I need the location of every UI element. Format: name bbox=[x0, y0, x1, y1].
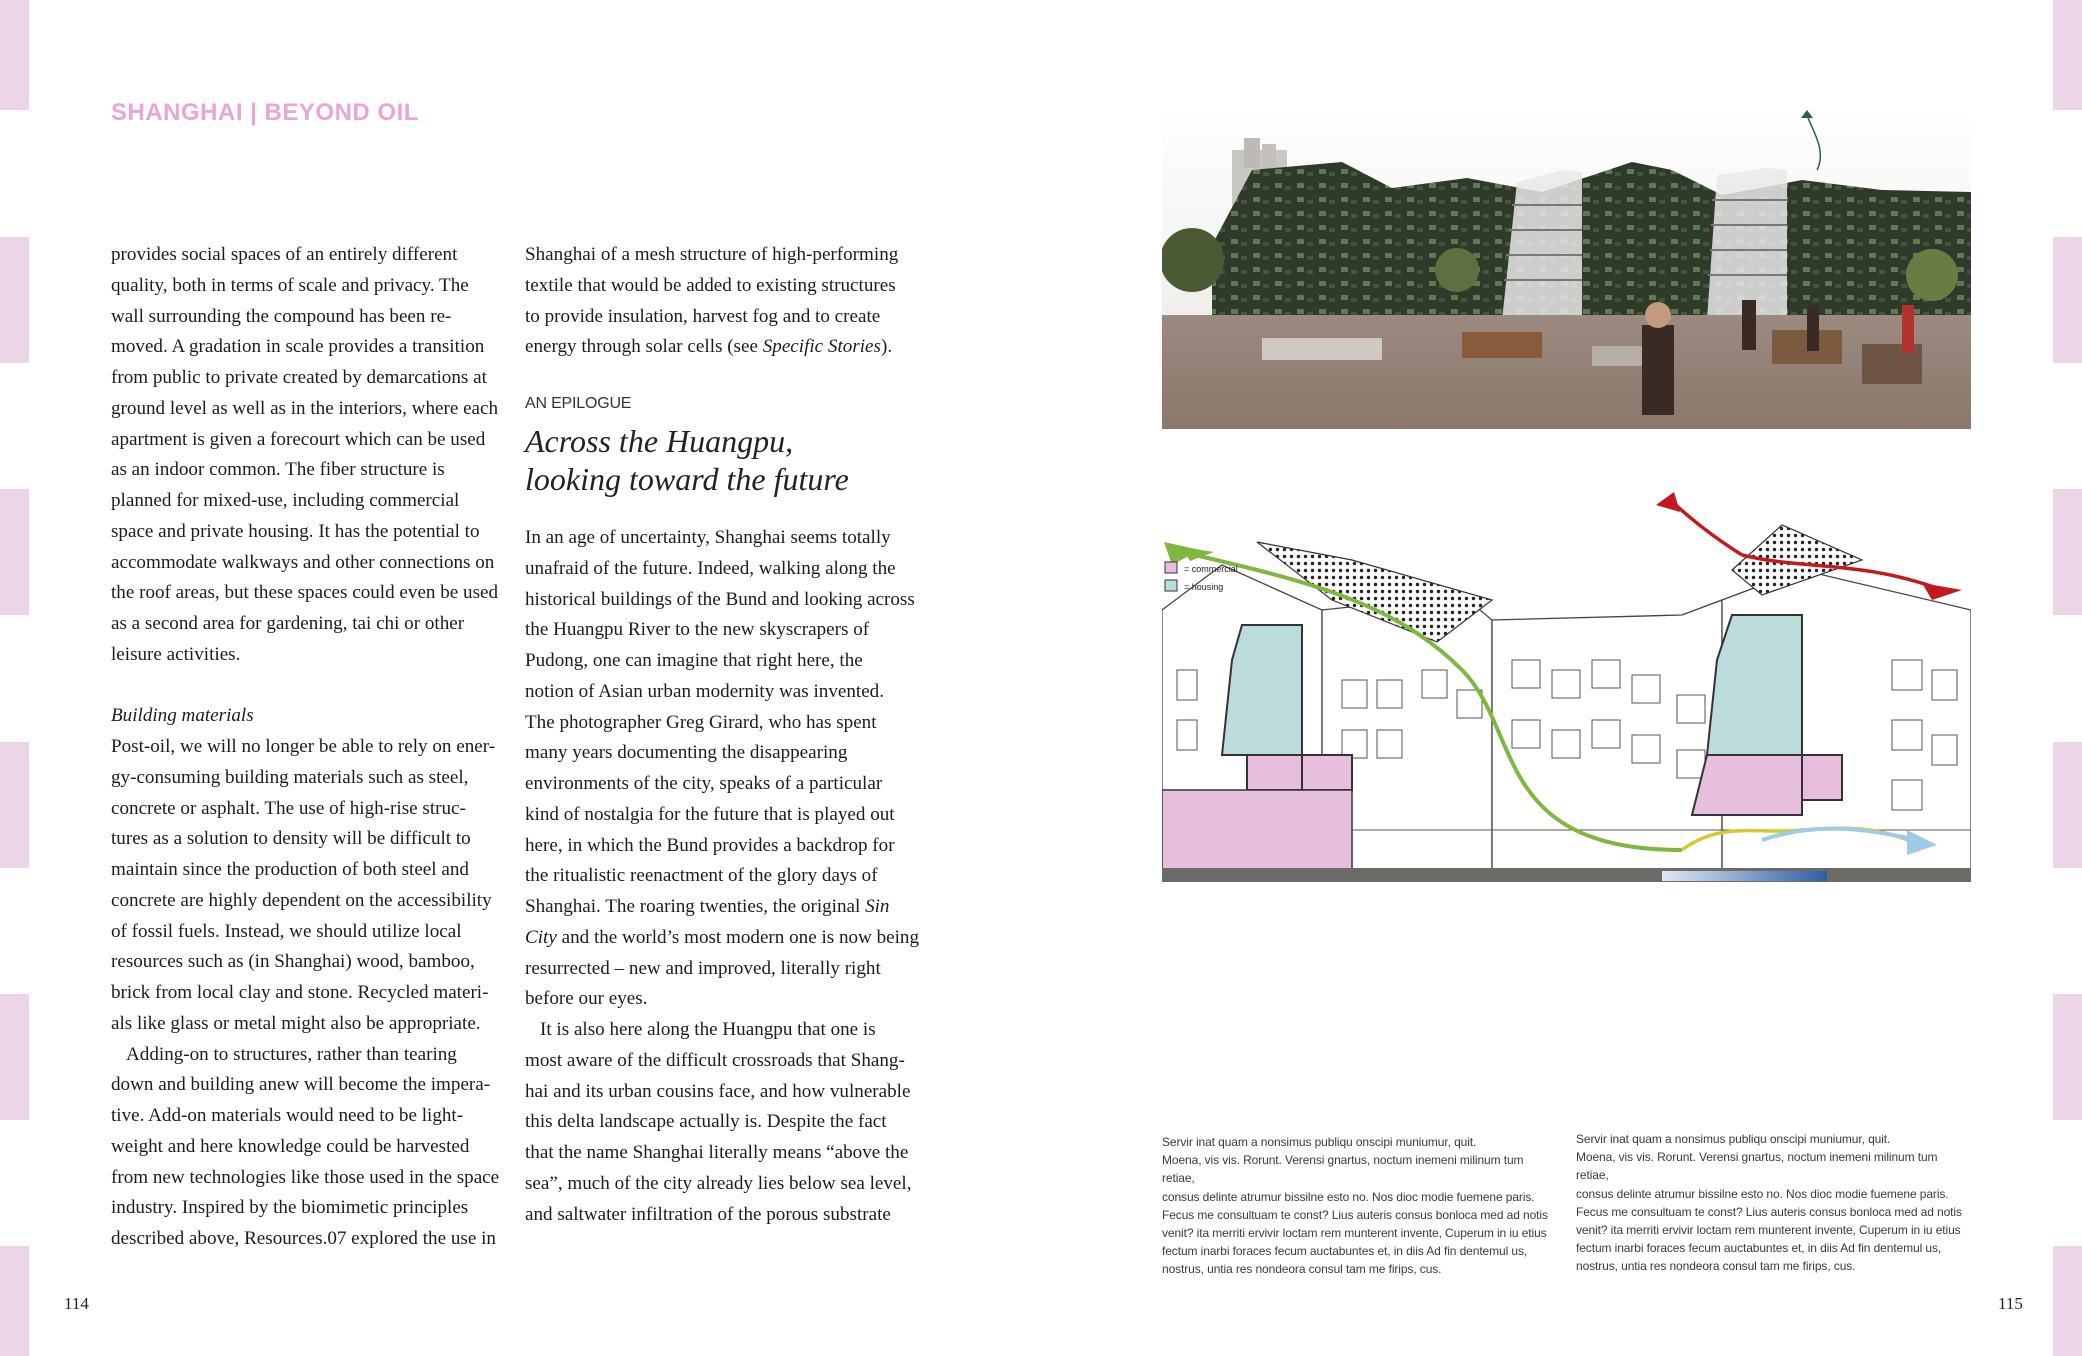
text-line: textile that would be added to existing structures bbox=[525, 274, 896, 296]
text-line: maintain since the production of both steel and bbox=[111, 859, 469, 880]
caption-line: Servir inat quam a nonsimus publiqu onscipi muniumur, quit. bbox=[1162, 1135, 1477, 1149]
legend-commercial: = commercial bbox=[1184, 564, 1238, 574]
caption-right bbox=[1576, 1130, 1972, 1276]
text-line: the roof areas, but these spaces could even be used bbox=[111, 582, 499, 604]
text-line: notion of Asian urban modernity was invented. bbox=[525, 680, 885, 702]
title-line: Across the Huangpu, bbox=[525, 423, 794, 459]
caption-line: venit? ita merriti ervivir loctam rem munterent invente, Cuperum in iu etius bbox=[1576, 1223, 1961, 1238]
text-run: Shanghai. The roaring twenties, the original bbox=[525, 896, 866, 917]
paragraph-1 bbox=[111, 240, 509, 671]
text-line: as an indoor common. The fiber structure is bbox=[111, 459, 445, 481]
text-line: many years documenting the disappearing bbox=[525, 742, 848, 764]
text-line: provides social spaces of an entirely different bbox=[111, 244, 458, 265]
text-line: concrete or asphalt. The use of high-rise struc- bbox=[111, 797, 466, 819]
edge-tab bbox=[0, 489, 29, 615]
text-line: and saltwater infiltration of the porous substrate bbox=[525, 1203, 891, 1225]
edge-tab bbox=[0, 742, 29, 868]
page-number-left: 114 bbox=[64, 1294, 89, 1313]
text-line: kind of nostalgia for the future that is played out bbox=[525, 803, 895, 825]
text-line: the ritualistic reenactment of the glory days of bbox=[525, 865, 878, 887]
edge-tab bbox=[2053, 994, 2082, 1120]
text-line: as a second area for gardening, tai chi or other bbox=[111, 613, 465, 634]
edge-tab bbox=[0, 0, 29, 110]
text-line: quality, both in terms of scale and privacy. The bbox=[111, 274, 469, 296]
text-line: Pudong, one can imagine that right here, the bbox=[525, 650, 863, 671]
text-line: Adding-on to structures, rather than tearing bbox=[126, 1043, 457, 1065]
text-line: accommodate walkways and other connections on bbox=[111, 551, 495, 573]
paragraph-3 bbox=[111, 1040, 509, 1255]
edge-tab bbox=[0, 237, 29, 363]
italic-run: City bbox=[525, 926, 557, 948]
text-line: most aware of the difficult crossroads that Shang- bbox=[525, 1049, 905, 1071]
caption-line: consus delinte atrumur bissilne esto no. Nos dioc modie fuemene paris. bbox=[1162, 1189, 1535, 1204]
edge-tab bbox=[2053, 1246, 2082, 1356]
text-line: gy-consuming building materials such as steel, bbox=[111, 766, 469, 788]
text-line: here, in which the Bund provides a backdrop for bbox=[525, 834, 895, 856]
page-number-right: 115 bbox=[1998, 1294, 2023, 1313]
caption-left bbox=[1162, 1133, 1558, 1279]
text-line: Post-oil, we will no longer be able to rely on ener- bbox=[111, 736, 496, 757]
caption-line: Fecus me consultuam te const? Lius auteris consus bonloca med ad notis bbox=[1576, 1204, 1962, 1219]
title-line: looking toward the future bbox=[525, 461, 849, 497]
caption-line: Servir inat quam a nonsimus publiqu onscipi muniumur, quit. bbox=[1576, 1132, 1891, 1146]
text-line: the Huangpu River to the new skyscrapers of bbox=[525, 619, 870, 641]
italic-run: Sin bbox=[865, 896, 890, 917]
text-line: to provide insulation, harvest fog and to create bbox=[525, 305, 881, 327]
paragraph-epilogue-1 bbox=[525, 523, 925, 1015]
caption-line: fectum inarbi foraces fecum auctabuntes et, in diis Ad fin dentemul us, bbox=[1162, 1244, 1528, 1259]
edge-tab bbox=[2053, 0, 2082, 110]
text-line: The photographer Greg Girard, who has spent bbox=[525, 711, 877, 733]
text-line: before our eyes. bbox=[525, 988, 648, 1010]
text-line: tive. Add-on materials would need to be light- bbox=[111, 1105, 464, 1126]
caption-line: Moena, vis vis. Rorunt. Verensi gnartus, noctum inemeni milinum tum retiae, bbox=[1576, 1150, 1938, 1183]
text-line: concrete are highly dependent on the accessibility bbox=[111, 889, 492, 911]
text-line bbox=[525, 923, 925, 954]
text-line: als like glass or metal might also be appropriate. bbox=[111, 1012, 481, 1034]
edge-tab bbox=[0, 1246, 29, 1356]
edge-tab bbox=[2053, 237, 2082, 363]
text-line: It is also here along the Huangpu that one is bbox=[540, 1019, 876, 1040]
section-kicker: AN EPILOGUE bbox=[525, 395, 632, 412]
text-line: leisure activities. bbox=[111, 643, 241, 665]
running-head: SHANGHAI | BEYOND OIL bbox=[111, 99, 419, 126]
text-column-2 bbox=[525, 240, 925, 1230]
section-title bbox=[525, 422, 925, 498]
caption-line: nostrus, untia res nondeora consul tam me firips, cus. bbox=[1576, 1259, 1856, 1274]
text-line: this delta landscape actually is. Despite the fact bbox=[525, 1111, 887, 1133]
text-line: wall surrounding the compound has been re- bbox=[111, 305, 452, 327]
text-line: weight and here knowledge could be harvested bbox=[111, 1135, 470, 1157]
text-line bbox=[525, 892, 925, 923]
paragraph-continued bbox=[525, 240, 925, 363]
paragraph-epilogue-2 bbox=[525, 1015, 925, 1230]
text-line: unafraid of the future. Indeed, walking along the bbox=[525, 557, 896, 579]
text-run: ). bbox=[880, 336, 893, 358]
text-run: and the world’s most modern one is now being bbox=[556, 926, 920, 948]
edge-tab bbox=[2053, 742, 2082, 868]
text-line: resources such as (in Shanghai) wood, bamboo, bbox=[111, 951, 475, 973]
text-line: hai and its urban cousins face, and how vulnerable bbox=[525, 1080, 911, 1102]
text-run: energy through solar cells (see bbox=[525, 336, 763, 358]
text-line: apartment is given a forecourt which can be used bbox=[111, 428, 486, 450]
text-column-1 bbox=[111, 240, 509, 1255]
text-line: sea”, much of the city already lies below sea level, bbox=[525, 1172, 912, 1194]
text-line: space and private housing. It has the potential to bbox=[111, 520, 480, 542]
text-line: industry. Inspired by the biomimetic principles bbox=[111, 1197, 469, 1219]
text-line: tures as a solution to density will be difficult to bbox=[111, 828, 471, 850]
photo-collage-icon bbox=[1162, 110, 1971, 429]
edge-tab bbox=[2053, 489, 2082, 615]
text-line: ground level as well as in the interiors, where each bbox=[111, 397, 499, 419]
text-line: In an age of uncertainty, Shanghai seems totally bbox=[525, 527, 891, 548]
caption-line: consus delinte atrumur bissilne esto no. Nos dioc modie fuemene paris. bbox=[1576, 1186, 1949, 1201]
edge-tab bbox=[0, 994, 29, 1120]
caption-line: fectum inarbi foraces fecum auctabuntes et, in diis Ad fin dentemul us, bbox=[1576, 1241, 1942, 1256]
text-line: of fossil fuels. Instead, we should utilize local bbox=[111, 920, 462, 942]
caption-line: Moena, vis vis. Rorunt. Verensi gnartus, noctum inemeni milinum tum retiae, bbox=[1162, 1153, 1524, 1186]
text-line: historical buildings of the Bund and looking across bbox=[525, 588, 915, 610]
text-line: described above, Resources.07 explored the use in bbox=[111, 1228, 496, 1249]
section-diagram-icon bbox=[1162, 490, 1971, 890]
legend-housing: = housing bbox=[1184, 582, 1224, 592]
text-line: that the name Shanghai literally means “above the bbox=[525, 1142, 909, 1163]
text-line: from new technologies like those used in the space bbox=[111, 1166, 500, 1188]
caption-line: nostrus, untia res nondeora consul tam me firips, cus. bbox=[1162, 1262, 1442, 1277]
paragraph-2 bbox=[111, 732, 509, 1040]
caption-line: venit? ita merriti ervivir loctam rem munterent invente, Cuperum in iu etius bbox=[1162, 1226, 1547, 1241]
text-line: from public to private created by demarcations at bbox=[111, 367, 487, 388]
caption-line: Fecus me consultuam te const? Lius auteris consus bonloca med ad notis bbox=[1162, 1207, 1548, 1222]
text-line: moved. A gradation in scale provides a transition bbox=[111, 336, 485, 358]
text-line: Shanghai of a mesh structure of high-performing bbox=[525, 244, 899, 265]
text-line: down and building anew will become the impera- bbox=[111, 1074, 491, 1096]
text-line: planned for mixed-use, including commercial bbox=[111, 490, 460, 511]
text-line: environments of the city, speaks of a particular bbox=[525, 773, 883, 794]
text-line: brick from local clay and stone. Recycled materi- bbox=[111, 982, 489, 1003]
section-subhead: Building materials bbox=[111, 705, 254, 727]
text-line bbox=[525, 332, 925, 363]
cross-reference: Specific Stories bbox=[762, 336, 881, 358]
text-line: resurrected – new and improved, literally right bbox=[525, 957, 881, 979]
